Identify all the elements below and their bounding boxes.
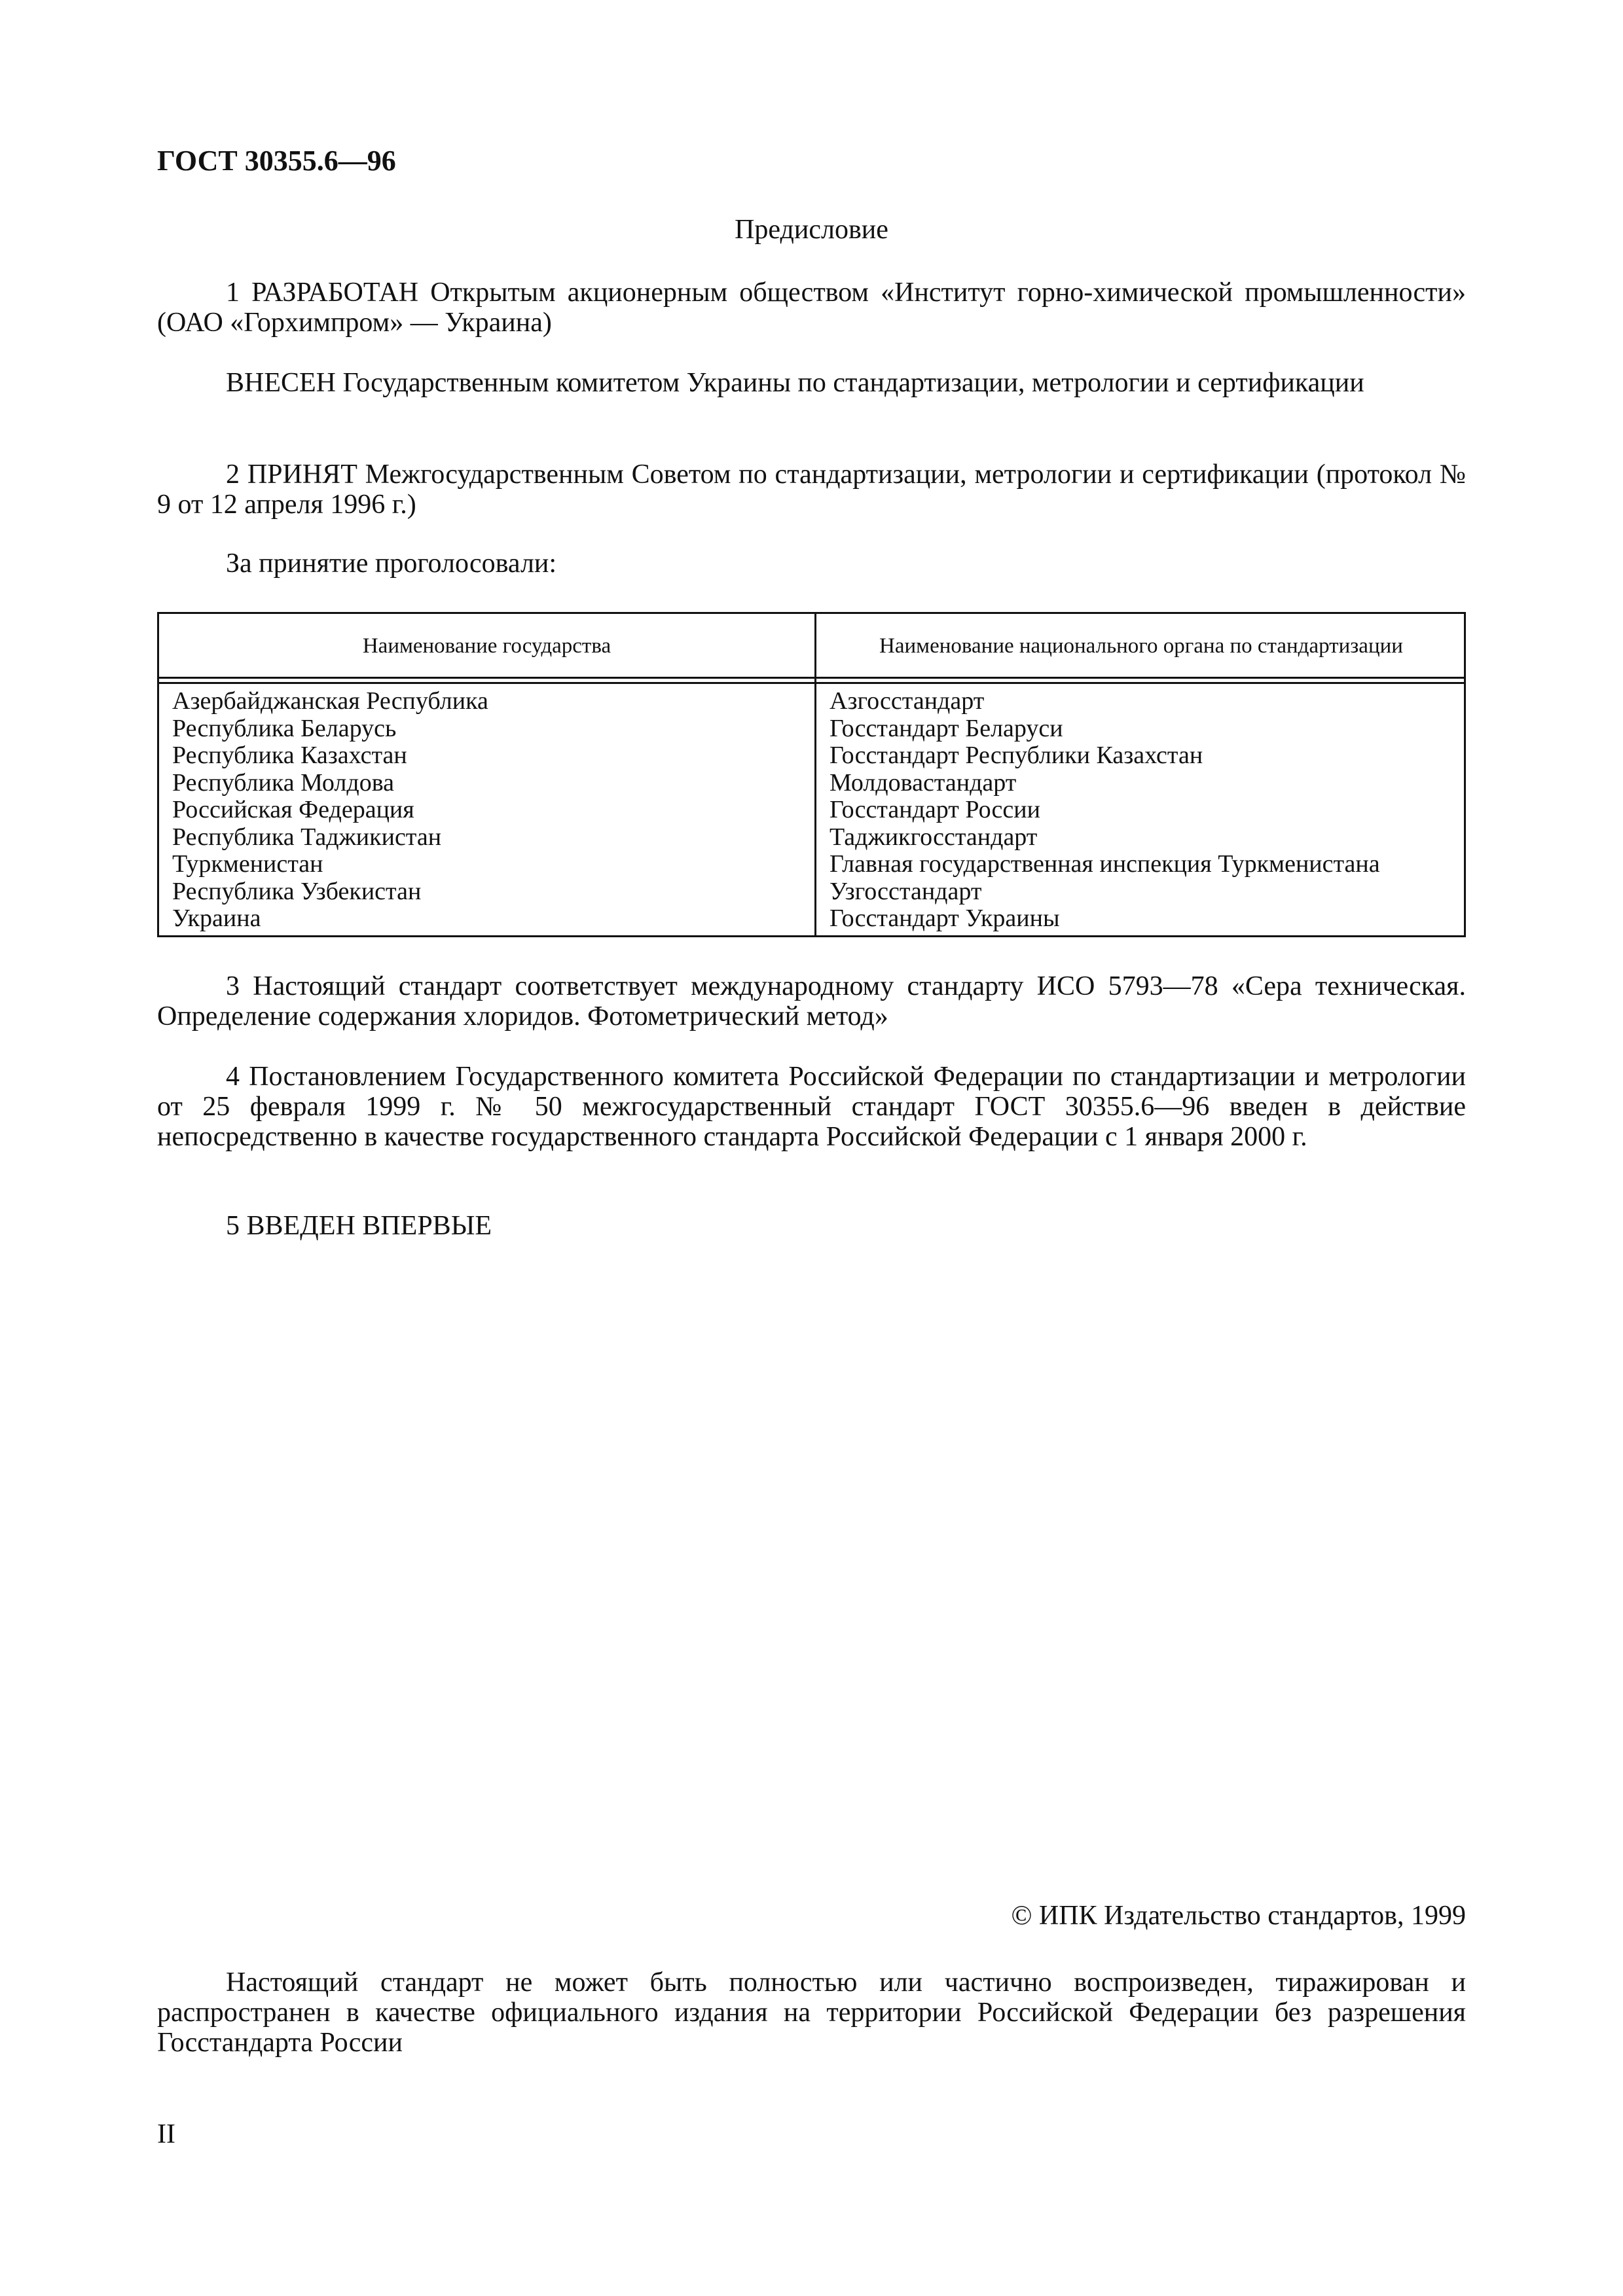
table-cell-body: Госстандарт Республики Казахстан xyxy=(830,742,1203,769)
page-number: II xyxy=(157,2119,175,2149)
table-cell-state: Республика Узбекистан xyxy=(172,877,422,905)
table-header-rule xyxy=(159,677,1464,679)
table-cell-state: Республика Казахстан xyxy=(172,742,407,769)
table-cell-state: Республика Молдова xyxy=(172,768,395,797)
voting-table xyxy=(157,612,1466,937)
reproduction-notice: Настоящий стандарт не может быть полностью или частично воспроизведен, тиражирован и распространен в качестве официального издания на территории Российской Федерации без разрешения Госстандарта России xyxy=(157,1967,1466,2058)
table-cell-body: Узгосстандарт xyxy=(830,877,982,905)
paragraph-introduced-by: ВНЕСЕН Государственным комитетом Украины по стандартизации, метрологии и сертификации xyxy=(226,368,1364,398)
table-column-states xyxy=(172,688,488,933)
table-column-divider xyxy=(814,614,816,935)
table-cell-body: Таджикгосстандарт xyxy=(830,823,1038,851)
table-cell-body: Главная государственная инспекция Туркменистана xyxy=(830,850,1380,878)
table-cell-body: Молдовастандарт xyxy=(830,768,1017,797)
paragraph-voted-for: За принятие проголосовали: xyxy=(226,548,557,579)
paragraph-iso-conformity: 3 Настоящий стандарт соответствует международному стандарту ИСО 5793—78 «Сера техническая. Определение содержания хлоридов. Фотометрический метод» xyxy=(157,971,1466,1031)
table-column-bodies xyxy=(830,688,1380,933)
paragraph-developed-by: 1 РАЗРАБОТАН Открытым акционерным обществом «Институт горно-химической промышленности» (ОАО «Горхимпром» — Украина) xyxy=(157,278,1466,338)
table-cell-state: Украина xyxy=(172,905,261,932)
table-cell-body: Госстандарт Украины xyxy=(830,905,1060,932)
table-cell-body: Азгосстандарт xyxy=(830,687,985,715)
table-cell-state: Республика Беларусь xyxy=(172,714,397,742)
table-header-state: Наименование государства xyxy=(362,634,611,658)
table-header-rule-double xyxy=(159,682,1464,684)
table-cell-state: Туркменистан xyxy=(172,850,323,878)
table-header-body: Наименование национального органа по стандартизации xyxy=(879,634,1403,658)
table-cell-state: Азербайджанская Республика xyxy=(172,687,488,715)
table-cell-body: Госстандарт России xyxy=(830,796,1040,823)
document-id: ГОСТ 30355.6—96 xyxy=(157,145,396,177)
paragraph-adopted-by: 2 ПРИНЯТ Межгосударственным Советом по стандартизации, метрологии и сертификации (протокол № 9 от 12 апреля 1996 г.) xyxy=(157,459,1466,520)
section-title: Предисловие xyxy=(735,215,888,245)
copyright-notice: © ИПК Издательство стандартов, 1999 xyxy=(1011,1901,1466,1931)
paragraph-first-introduced: 5 ВВЕДЕН ВПЕРВЫЕ xyxy=(226,1211,492,1241)
table-cell-state: Республика Таджикистан xyxy=(172,823,442,851)
paragraph-enactment: 4 Постановлением Государственного комитета Российской Федерации по стандартизации и метрологии от 25 февраля 1999 г. № 50 межгосударственный стандарт ГОСТ 30355.6—96 введен в действие непосредственно в качестве государственного стандарта Российской Федерации с 1 января 2000 г. xyxy=(157,1062,1466,1152)
table-cell-state: Российская Федерация xyxy=(172,796,414,823)
table-cell-body: Госстандарт Беларуси xyxy=(830,714,1063,742)
